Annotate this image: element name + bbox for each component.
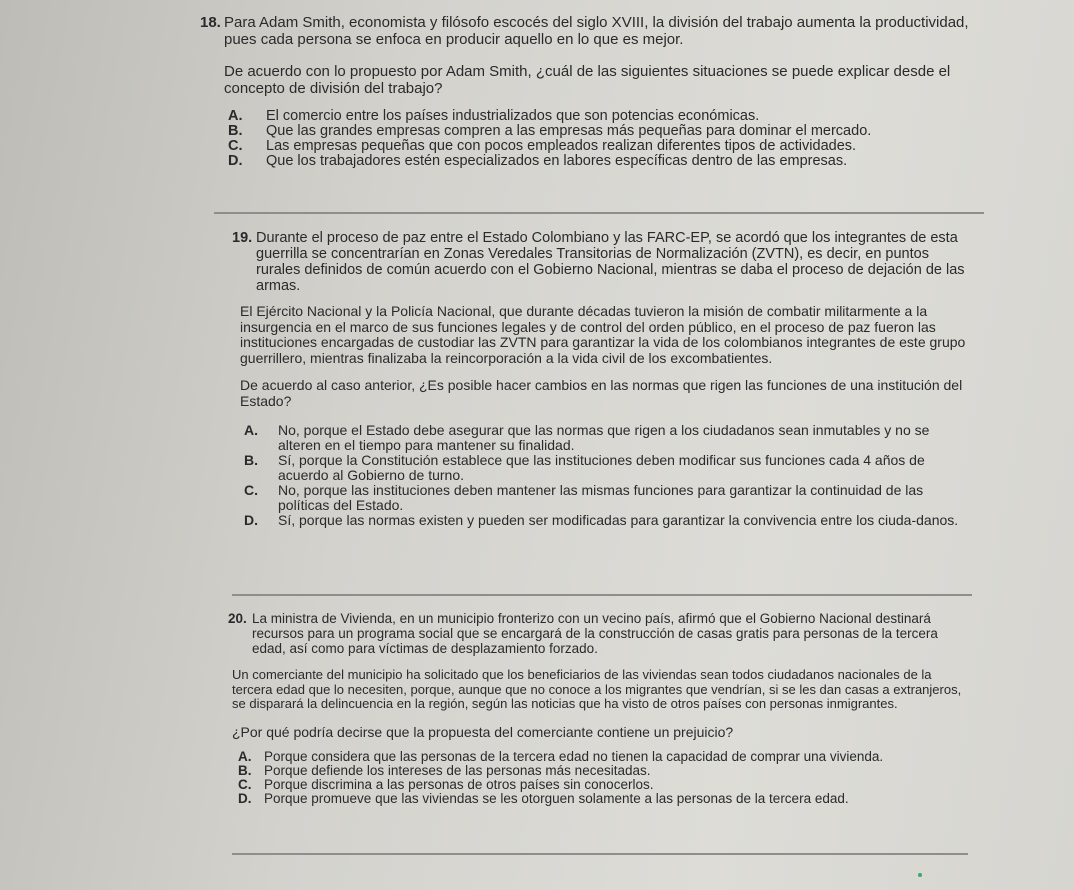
question-number: 18. [200, 14, 221, 31]
question-20-options [228, 750, 968, 806]
question-18-options [200, 109, 980, 169]
question-19 [232, 230, 972, 529]
option-text: Sí, porque las normas existen y pueden ser modificadas para garantizar la convivencia entre los ciuda-danos. [278, 512, 959, 528]
option-a[interactable] [228, 109, 980, 124]
question-number: 20. [228, 611, 247, 626]
option-b[interactable] [238, 764, 968, 778]
question-19-options [232, 423, 972, 528]
divider [232, 853, 968, 855]
divider [214, 212, 984, 214]
option-c[interactable] [244, 483, 972, 512]
option-text: Que las grandes empresas compren a las empresas más pequeñas para dominar el mercado. [266, 123, 872, 139]
question-19-context: El Ejército Nacional y la Policía Nacional, que durante décadas tuvieron la misión de combatir militarmente a la insurgencia en el marco de sus funciones legales y de control del orden público, en el proceso de paz fueron las instituciones encargadas de custodiar las ZVTN para garantizar la vida de los colombianos integrantes de este grupo guerrillero, mientras finalizaba la reincorporación a la vida civil de los excombatientes. [240, 303, 966, 366]
option-text: Porque considera que las personas de la tercera edad no tienen la capacidad de comprar una vivienda. [264, 748, 884, 764]
option-b[interactable] [228, 124, 980, 139]
question-number: 19. [232, 230, 253, 246]
option-text: Sí, porque la Constitución establece que las instituciones deben modificar sus funciones cada 4 años de acuerdo al Gobierno de turno. [278, 452, 925, 483]
option-text: Porque discrimina a las personas de otros países sin conocerlos. [264, 776, 654, 792]
option-text: Porque promueve que las viviendas se les otorguen solamente a las personas de la tercera edad. [264, 790, 849, 806]
option-b[interactable] [244, 453, 972, 482]
question-18-prompt: De acuerdo con lo propuesto por Adam Smith, ¿cuál de las siguientes situaciones se puede explicar desde el concepto de división del trabajo? [224, 63, 951, 97]
option-letter: D. [244, 512, 258, 528]
option-d[interactable] [238, 792, 968, 806]
option-letter: C. [244, 482, 258, 498]
option-text: Porque defiende los intereses de las personas más necesitadas. [264, 762, 651, 778]
question-20-intro [228, 611, 968, 656]
option-text: Que los trabajadores estén especializados en labores específicas dentro de las empresas. [266, 153, 848, 169]
question-20-context: Un comerciante del municipio ha solicitado que los beneficiarios de las viviendas sean todos ciudadanos nacionales de la tercera edad que lo necesiten, porque, aunque que no conoce a los migrantes que vendrían, si se les dan casas a extranjeros, se disparará la delincuencia en la región, según las noticias que ha visto de otros países con personas inmigrantes. [232, 667, 962, 711]
option-letter: A. [228, 108, 243, 124]
question-18 [200, 14, 980, 169]
option-d[interactable] [244, 513, 972, 528]
option-a[interactable] [244, 423, 972, 452]
divider [232, 594, 972, 596]
question-20-prompt: ¿Por qué podría decirse que la propuesta del comerciante contiene un prejuicio? [232, 723, 734, 740]
option-letter: A. [238, 748, 252, 764]
option-letter: B. [244, 452, 258, 468]
question-20 [228, 611, 968, 806]
option-text: El comercio entre los países industrializados que son potencias económicas. [266, 108, 760, 124]
question-18-intro [200, 14, 980, 48]
option-letter: D. [228, 153, 243, 169]
green-dot-mark [918, 873, 922, 877]
intro-text: Durante el proceso de paz entre el Estado Colombiano y las FARC-EP, se acordó que los integrantes de esta guerrilla se concentrarían en Zonas Veredales Transitorias de Normalización (ZVTN), es decir, en puntos rurales definidos de común acuerdo con el Gobierno Nacional, mientras se daba el proceso de dejación de las armas. [256, 230, 965, 294]
option-d[interactable] [228, 154, 980, 169]
question-19-prompt: De acuerdo al caso anterior, ¿Es posible hacer cambios en las normas que rigen las funciones de una institución del Estado? [240, 377, 963, 409]
option-letter: B. [228, 123, 243, 139]
option-text: No, porque el Estado debe asegurar que las normas que rigen a los ciudadanos sean inmutables y no se alteren en el tiempo para mantener su finalidad. [278, 422, 930, 453]
option-c[interactable] [238, 778, 968, 792]
option-text: No, porque las instituciones deben mantener las mismas funciones para garantizar la continuidad de las políticas del Estado. [278, 482, 924, 513]
intro-text: Para Adam Smith, economista y filósofo escocés del siglo XVIII, la división del trabajo aumenta la productividad, pues cada persona se enfoca en producir aquello en lo que es mejor. [224, 14, 969, 48]
question-19-intro [232, 230, 972, 294]
option-letter: D. [238, 790, 252, 806]
option-letter: C. [228, 138, 243, 154]
option-text: Las empresas pequeñas que con pocos empleados realizan diferentes tipos de actividades. [266, 138, 857, 154]
option-letter: A. [244, 422, 258, 438]
intro-text: La ministra de Vivienda, en un municipio fronterizo con un vecino país, afirmó que el Gobierno Nacional destinará recursos para un programa social que se encargará de la construcción de casas gratis para personas de la tercera edad, así como para víctimas de desplazamiento forzado. [252, 611, 938, 656]
option-letter: C. [238, 776, 252, 792]
option-letter: B. [238, 762, 252, 778]
option-a[interactable] [238, 750, 968, 764]
option-c[interactable] [228, 139, 980, 154]
